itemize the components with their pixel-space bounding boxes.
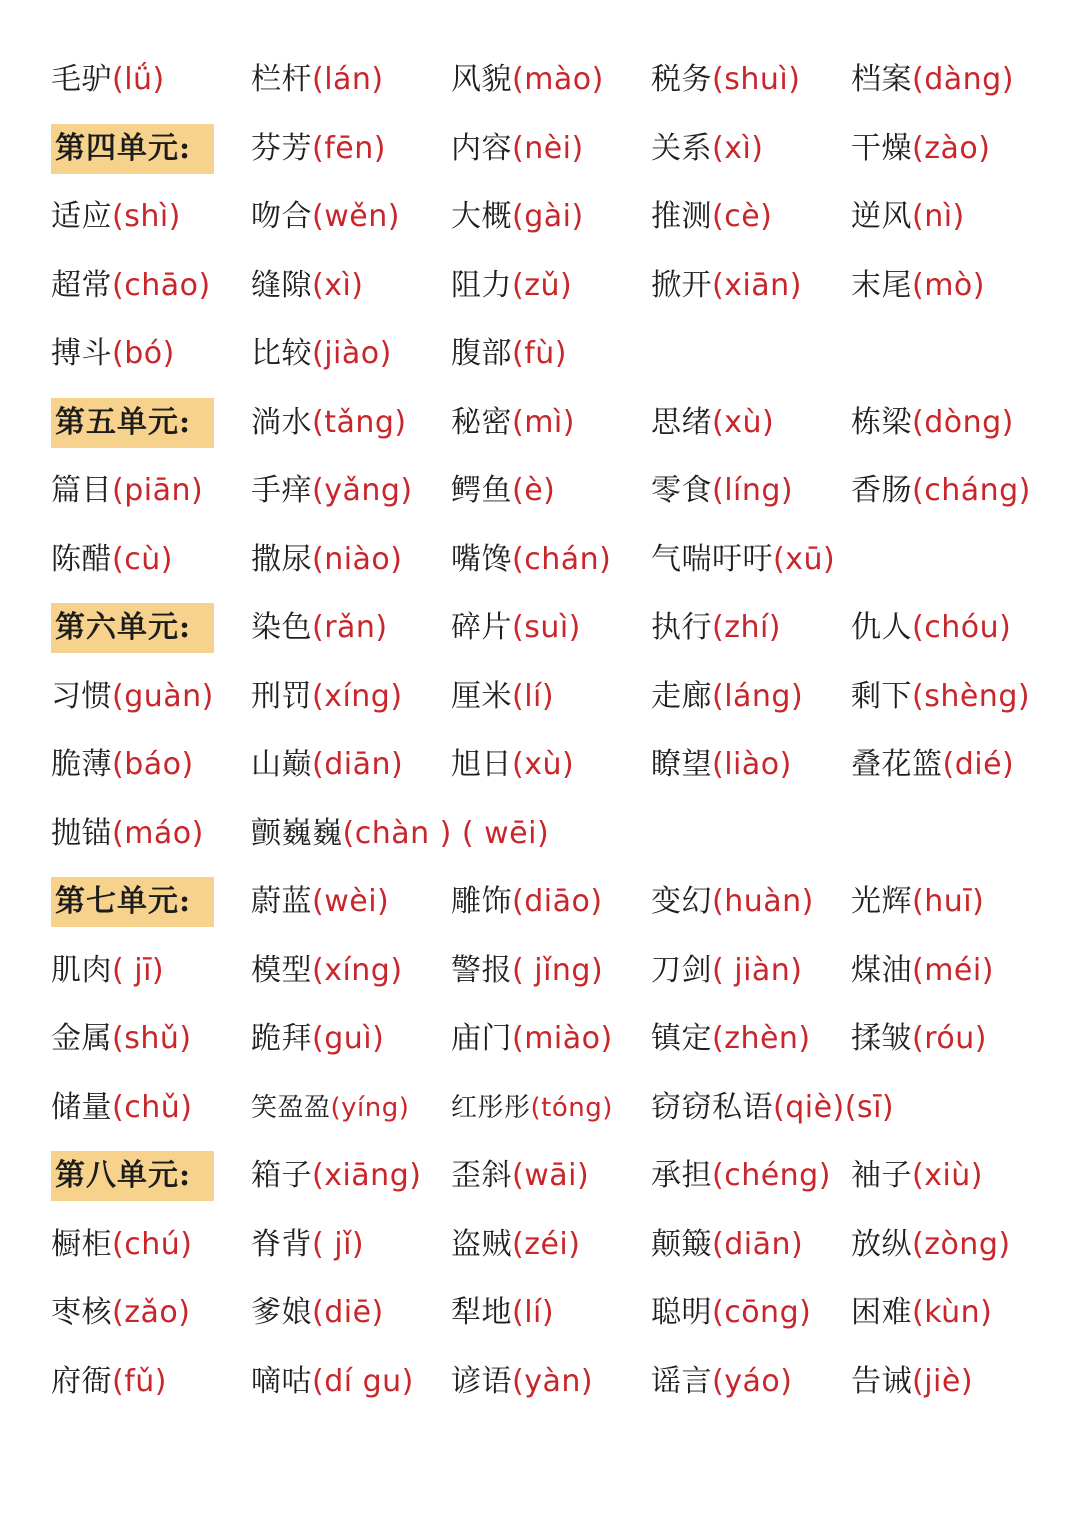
vocab-pinyin: (róu) xyxy=(912,1021,987,1056)
vocab-entry xyxy=(451,466,555,516)
vocab-row xyxy=(0,261,1080,317)
vocab-entry xyxy=(251,1357,414,1407)
vocab-pinyin: (fēn) xyxy=(312,130,386,166)
vocab-entry xyxy=(451,55,604,105)
vocab-word: 雕饰 xyxy=(451,884,512,919)
vocab-pinyin: (chāo) xyxy=(112,267,211,303)
vocab-entry xyxy=(651,946,803,996)
vocab-pinyin: (xù) xyxy=(512,747,575,782)
vocab-pinyin: (shì) xyxy=(112,199,181,234)
vocab-word: 瞭望 xyxy=(651,747,712,782)
vocab-row xyxy=(0,1014,1080,1070)
vocab-pinyin: (yáo) xyxy=(712,1363,793,1399)
vocab-row xyxy=(0,535,1080,591)
vocab-entry xyxy=(51,1014,192,1064)
vocab-entry xyxy=(851,1357,973,1407)
vocab-row xyxy=(0,1220,1080,1276)
vocab-word: 剩下 xyxy=(851,678,912,714)
vocab-pinyin: (piān) xyxy=(112,473,204,508)
vocab-entry xyxy=(851,603,1011,653)
vocab-entry xyxy=(451,535,611,585)
vocab-pinyin: (jiào) xyxy=(312,336,392,371)
vocab-word: 手痒 xyxy=(251,473,312,508)
vocab-pinyin: (fù) xyxy=(512,336,567,371)
vocab-entry xyxy=(51,535,173,585)
vocab-pinyin: (dí gu) xyxy=(312,1363,414,1399)
vocab-word: 淌水 xyxy=(251,404,312,440)
vocab-entry xyxy=(651,1014,811,1064)
vocab-row xyxy=(0,192,1080,248)
vocab-word: 揉皱 xyxy=(851,1021,912,1056)
vocab-word: 颤巍巍 xyxy=(251,815,343,851)
vocab-entry xyxy=(251,398,407,448)
vocab-entry xyxy=(251,329,392,379)
vocab-pinyin: (wāi) xyxy=(512,1158,590,1193)
vocab-pinyin: (dòng) xyxy=(912,404,1014,440)
vocab-word: 告诫 xyxy=(851,1363,912,1399)
vocab-pinyin: (zhí) xyxy=(712,610,782,645)
vocab-word: 毛驴 xyxy=(51,62,112,97)
vocab-entry xyxy=(851,877,984,927)
vocab-pinyin: (rǎn) xyxy=(312,610,388,645)
vocab-pinyin: (xiù) xyxy=(912,1158,984,1193)
vocab-word: 篇目 xyxy=(51,473,112,508)
vocab-entry xyxy=(851,261,985,311)
vocab-entry xyxy=(451,1220,580,1270)
vocab-entry xyxy=(651,398,774,448)
vocab-entry xyxy=(251,672,403,722)
vocab-word: 碎片 xyxy=(451,610,512,645)
vocab-word: 犁地 xyxy=(451,1295,512,1330)
vocab-word: 掀开 xyxy=(651,267,712,303)
vocab-pinyin: (cōng) xyxy=(712,1295,812,1330)
vocab-entry xyxy=(651,192,772,242)
vocab-word: 超常 xyxy=(51,267,112,303)
vocab-row xyxy=(0,1288,1080,1344)
vocab-word: 歪斜 xyxy=(451,1158,512,1193)
vocab-pinyin: (lán) xyxy=(312,62,384,97)
vocab-word: 橱柜 xyxy=(51,1226,112,1262)
vocab-entry xyxy=(51,1288,190,1338)
vocab-entry xyxy=(451,946,603,996)
vocab-pinyin: (cè) xyxy=(712,199,773,234)
vocab-row xyxy=(0,603,1080,659)
vocab-word: 零食 xyxy=(651,473,712,508)
vocab-pinyin: (wěn) xyxy=(312,199,400,234)
vocab-word: 窃窃私语 xyxy=(651,1089,773,1125)
vocab-word: 镇定 xyxy=(651,1021,712,1056)
vocab-entry xyxy=(651,1288,811,1338)
vocab-pinyin: (xíng) xyxy=(312,678,403,714)
vocab-word: 关系 xyxy=(651,130,712,166)
vocab-entry xyxy=(51,672,214,722)
vocab-row xyxy=(0,398,1080,454)
vocab-entry xyxy=(451,261,572,311)
vocab-word: 陈醋 xyxy=(51,541,112,577)
vocab-word: 嘴馋 xyxy=(451,541,512,577)
vocab-word: 枣核 xyxy=(51,1295,112,1330)
vocab-entry xyxy=(451,329,567,379)
vocab-entry xyxy=(251,124,386,174)
vocab-word: 秘密 xyxy=(451,404,512,440)
vocab-entry xyxy=(51,1083,192,1133)
vocab-pinyin: (xì) xyxy=(712,130,764,166)
vocab-pinyin: (chǔ) xyxy=(112,1089,193,1125)
vocab-word: 脊背 xyxy=(251,1226,312,1262)
vocab-entry xyxy=(51,809,204,859)
vocab-entry xyxy=(51,1220,192,1270)
vocab-entry xyxy=(251,55,384,105)
vocab-word: 颠簸 xyxy=(651,1226,712,1262)
vocab-entry xyxy=(451,1288,554,1338)
vocab-pinyin: (chàn ) ( wēi) xyxy=(342,815,550,851)
vocab-pinyin: (huàn) xyxy=(712,884,814,919)
vocab-pinyin: ( jǐng) xyxy=(512,952,604,988)
vocab-pinyin: (jiè) xyxy=(912,1363,974,1399)
vocab-pinyin: (wèi) xyxy=(312,884,390,919)
vocab-pinyin: (zòng) xyxy=(912,1226,1011,1262)
unit-label: 第六单元: xyxy=(51,603,214,653)
vocab-pinyin: (cháng) xyxy=(912,473,1031,508)
vocab-pinyin: (yíng) xyxy=(330,1092,410,1123)
vocab-entry xyxy=(251,261,364,311)
vocab-entry xyxy=(851,1288,992,1338)
vocab-pinyin: (shǔ) xyxy=(112,1021,192,1056)
vocab-pinyin: (chú) xyxy=(112,1226,193,1262)
vocab-entry xyxy=(51,466,203,516)
vocab-word: 走廊 xyxy=(651,678,712,714)
vocab-pinyin: (méi) xyxy=(912,952,994,988)
vocab-pinyin: (mào) xyxy=(512,62,604,97)
vocab-word: 鳄鱼 xyxy=(451,473,512,508)
vocab-word: 香肠 xyxy=(851,473,912,508)
vocab-entry xyxy=(451,672,554,722)
vocab-pinyin: (cù) xyxy=(112,541,173,577)
vocab-pinyin: (máo) xyxy=(112,815,204,851)
vocab-word: 蔚蓝 xyxy=(251,884,312,919)
vocab-word: 末尾 xyxy=(851,267,912,303)
vocab-pinyin: (guàn) xyxy=(112,678,214,714)
vocab-word: 气喘吁吁 xyxy=(651,541,773,577)
vocab-pinyin: (tóng) xyxy=(530,1092,613,1123)
vocab-entry xyxy=(451,740,574,790)
unit-label: 第四单元: xyxy=(51,124,214,174)
vocab-word: 风貌 xyxy=(451,62,512,97)
vocab-entry xyxy=(651,877,814,927)
vocab-word: 警报 xyxy=(451,952,512,988)
vocab-pinyin: (lí) xyxy=(512,678,555,714)
vocab-pinyin: (yǎng) xyxy=(312,473,413,508)
vocab-word: 困难 xyxy=(851,1295,912,1330)
vocab-pinyin: (kùn) xyxy=(912,1295,993,1330)
vocab-word: 抛锚 xyxy=(51,815,112,851)
vocab-entry xyxy=(251,809,549,859)
vocab-pinyin: (xiāng) xyxy=(312,1158,422,1193)
vocab-word: 山巅 xyxy=(251,747,312,782)
vocab-entry xyxy=(51,192,181,242)
vocab-entry xyxy=(251,946,403,996)
vocab-word: 干燥 xyxy=(851,130,912,166)
vocab-entry xyxy=(451,192,584,242)
vocab-word: 逆风 xyxy=(851,199,912,234)
vocab-pinyin: (shèng) xyxy=(912,678,1031,714)
vocab-entry xyxy=(251,1288,384,1338)
vocab-row xyxy=(0,55,1080,111)
vocab-pinyin: (yàn) xyxy=(512,1363,594,1399)
vocab-entry xyxy=(651,261,802,311)
vocab-pinyin: (nèi) xyxy=(512,130,584,166)
vocab-entry xyxy=(251,1220,364,1270)
vocab-word: 芬芳 xyxy=(251,130,312,166)
vocab-row xyxy=(0,1357,1080,1413)
vocab-pinyin: (bó) xyxy=(112,336,175,371)
vocab-pinyin: (zéi) xyxy=(512,1226,581,1262)
vocab-row xyxy=(0,124,1080,180)
vocab-pinyin: (qiè)(sī) xyxy=(773,1089,895,1125)
vocab-pinyin: (báo) xyxy=(112,747,194,782)
vocab-pinyin: (niào) xyxy=(312,541,403,577)
vocab-entry xyxy=(851,466,1031,516)
vocab-pinyin: (miào) xyxy=(512,1021,613,1056)
vocab-pinyin: (xū) xyxy=(773,541,836,577)
vocab-word: 脆薄 xyxy=(51,747,112,782)
vocab-pinyin: (guì) xyxy=(312,1021,385,1056)
vocab-pinyin: (chán) xyxy=(512,541,612,577)
vocab-row xyxy=(0,1083,1080,1139)
vocab-pinyin: (tǎng) xyxy=(312,404,407,440)
vocab-word: 栏杆 xyxy=(251,62,312,97)
vocab-pinyin: (lí) xyxy=(512,1295,555,1330)
vocab-row xyxy=(0,329,1080,385)
vocab-entry xyxy=(851,740,1014,790)
vocab-pinyin: (zǎo) xyxy=(112,1295,191,1330)
vocab-entry xyxy=(251,1014,384,1064)
vocab-pinyin: (zǔ) xyxy=(512,267,573,303)
unit-label: 第五单元: xyxy=(51,398,214,448)
vocab-entry xyxy=(251,740,403,790)
vocab-entry xyxy=(51,55,165,105)
vocab-entry xyxy=(651,672,803,722)
vocab-entry xyxy=(651,1220,803,1270)
vocab-word: 比较 xyxy=(251,336,312,371)
vocab-word: 染色 xyxy=(251,610,312,645)
vocab-entry xyxy=(451,1151,589,1201)
vocab-word: 谣言 xyxy=(651,1363,712,1399)
vocab-word: 金属 xyxy=(51,1021,112,1056)
vocab-entry xyxy=(651,603,781,653)
vocab-word: 习惯 xyxy=(51,678,112,714)
vocab-word: 阻力 xyxy=(451,267,512,303)
vocab-word: 盗贼 xyxy=(451,1226,512,1262)
vocab-pinyin: (zào) xyxy=(912,130,991,166)
vocab-word: 适应 xyxy=(51,199,112,234)
vocab-word: 推测 xyxy=(651,199,712,234)
vocab-pinyin: (è) xyxy=(512,473,556,508)
vocab-word: 肌肉 xyxy=(51,952,112,988)
vocab-word: 叠花篮 xyxy=(851,747,943,782)
vocab-entry xyxy=(851,55,1014,105)
vocab-entry xyxy=(851,1220,1011,1270)
vocab-pinyin: (diāo) xyxy=(512,884,603,919)
vocab-pinyin: (dié) xyxy=(942,747,1015,782)
vocab-entry xyxy=(851,672,1030,722)
vocab-entry xyxy=(851,192,965,242)
vocab-entry xyxy=(251,1151,421,1201)
vocab-pinyin: (liào) xyxy=(712,747,792,782)
vocab-entry xyxy=(651,1151,831,1201)
vocab-entry xyxy=(651,124,764,174)
vocab-word: 思绪 xyxy=(651,404,712,440)
vocab-word: 模型 xyxy=(251,952,312,988)
vocab-word: 厘米 xyxy=(451,678,512,714)
vocab-entry xyxy=(251,603,388,653)
vocab-word: 内容 xyxy=(451,130,512,166)
vocab-pinyin: (shuì) xyxy=(712,62,801,97)
vocab-word: 箱子 xyxy=(251,1158,312,1193)
vocab-pinyin: (diān) xyxy=(312,747,404,782)
vocab-entry xyxy=(451,1014,613,1064)
vocab-entry xyxy=(251,466,413,516)
vocab-pinyin: (láng) xyxy=(712,678,804,714)
vocab-entry xyxy=(451,124,584,174)
vocab-word: 缝隙 xyxy=(251,267,312,303)
vocab-entry xyxy=(251,192,400,242)
vocab-word: 嘀咕 xyxy=(251,1363,312,1399)
vocab-pinyin: ( jī) xyxy=(112,952,165,988)
vocab-pinyin: (xì) xyxy=(312,267,364,303)
vocab-word: 变幻 xyxy=(651,884,712,919)
vocab-entry xyxy=(651,1083,894,1133)
vocab-row xyxy=(0,809,1080,865)
vocab-row xyxy=(0,877,1080,933)
vocab-word: 腹部 xyxy=(451,336,512,371)
vocab-word: 旭日 xyxy=(451,747,512,782)
vocab-word: 搏斗 xyxy=(51,336,112,371)
vocab-word: 储量 xyxy=(51,1089,112,1125)
vocab-word: 承担 xyxy=(651,1158,712,1193)
vocab-word: 栋梁 xyxy=(851,404,912,440)
vocab-entry xyxy=(651,1357,792,1407)
vocab-word: 吻合 xyxy=(251,199,312,234)
vocab-pinyin: (huī) xyxy=(912,884,985,919)
unit-label: 第八单元: xyxy=(51,1151,214,1201)
vocab-pinyin: (gài) xyxy=(512,199,584,234)
vocab-entry xyxy=(451,398,575,448)
vocab-pinyin: (chéng) xyxy=(712,1158,831,1193)
vocab-word: 袖子 xyxy=(851,1158,912,1193)
vocab-pinyin: (mò) xyxy=(912,267,985,303)
vocab-entry xyxy=(51,261,211,311)
vocab-pinyin: (zhèn) xyxy=(712,1021,811,1056)
vocab-pinyin: (nì) xyxy=(912,199,965,234)
vocab-pinyin: (xiān) xyxy=(712,267,802,303)
vocab-word: 大概 xyxy=(451,199,512,234)
vocab-entry xyxy=(451,1083,613,1133)
vocab-row xyxy=(0,946,1080,1002)
vocab-word: 爹娘 xyxy=(251,1295,312,1330)
vocab-word: 仇人 xyxy=(851,610,912,645)
vocab-entry xyxy=(651,466,793,516)
vocab-entry xyxy=(451,1357,593,1407)
vocab-entry xyxy=(451,603,581,653)
vocab-entry xyxy=(51,329,175,379)
vocab-word: 放纵 xyxy=(851,1226,912,1262)
vocab-word: 档案 xyxy=(851,62,912,97)
unit-label: 第七单元: xyxy=(51,877,214,927)
vocab-word: 跪拜 xyxy=(251,1021,312,1056)
vocab-pinyin: (diē) xyxy=(312,1295,384,1330)
vocab-pinyin: (diān) xyxy=(712,1226,804,1262)
vocab-pinyin: (xù) xyxy=(712,404,775,440)
vocab-entry xyxy=(651,55,800,105)
vocab-word: 刑罚 xyxy=(251,678,312,714)
vocab-row xyxy=(0,466,1080,522)
vocab-word: 光辉 xyxy=(851,884,912,919)
vocab-entry xyxy=(851,124,990,174)
vocab-entry xyxy=(651,740,792,790)
vocab-word: 红彤彤 xyxy=(451,1092,531,1123)
vocab-word: 执行 xyxy=(651,610,712,645)
vocab-pinyin: (chóu) xyxy=(912,610,1012,645)
vocab-pinyin: (líng) xyxy=(712,473,794,508)
vocab-row xyxy=(0,740,1080,796)
vocab-word: 谚语 xyxy=(451,1363,512,1399)
vocab-entry xyxy=(851,1014,987,1064)
vocab-entry xyxy=(51,1357,167,1407)
vocab-row xyxy=(0,1151,1080,1207)
vocab-word: 庙门 xyxy=(451,1021,512,1056)
vocab-entry xyxy=(51,740,194,790)
vocab-word: 府衙 xyxy=(51,1363,112,1399)
vocab-entry xyxy=(251,535,403,585)
vocab-pinyin: (fǔ) xyxy=(112,1363,167,1399)
vocab-entry xyxy=(851,398,1014,448)
vocab-entry xyxy=(251,877,389,927)
vocab-entry xyxy=(51,946,164,996)
vocab-entry xyxy=(851,1151,983,1201)
vocab-word: 撒尿 xyxy=(251,541,312,577)
vocab-pinyin: (dàng) xyxy=(912,62,1014,97)
vocab-word: 刀剑 xyxy=(651,952,712,988)
vocab-word: 税务 xyxy=(651,62,712,97)
vocab-word: 煤油 xyxy=(851,952,912,988)
vocab-entry xyxy=(651,535,835,585)
vocab-pinyin: ( jǐ) xyxy=(312,1226,365,1262)
vocab-pinyin: (lǘ) xyxy=(112,62,165,97)
vocab-pinyin: (mì) xyxy=(512,404,575,440)
vocab-pinyin: ( jiàn) xyxy=(712,952,803,988)
vocab-word: 聪明 xyxy=(651,1295,712,1330)
vocab-pinyin: (suì) xyxy=(512,610,581,645)
vocab-entry xyxy=(251,1083,409,1133)
vocab-entry xyxy=(451,877,603,927)
vocab-pinyin: (xíng) xyxy=(312,952,403,988)
vocab-word: 笑盈盈 xyxy=(251,1092,331,1123)
vocab-row xyxy=(0,672,1080,728)
vocab-entry xyxy=(851,946,994,996)
